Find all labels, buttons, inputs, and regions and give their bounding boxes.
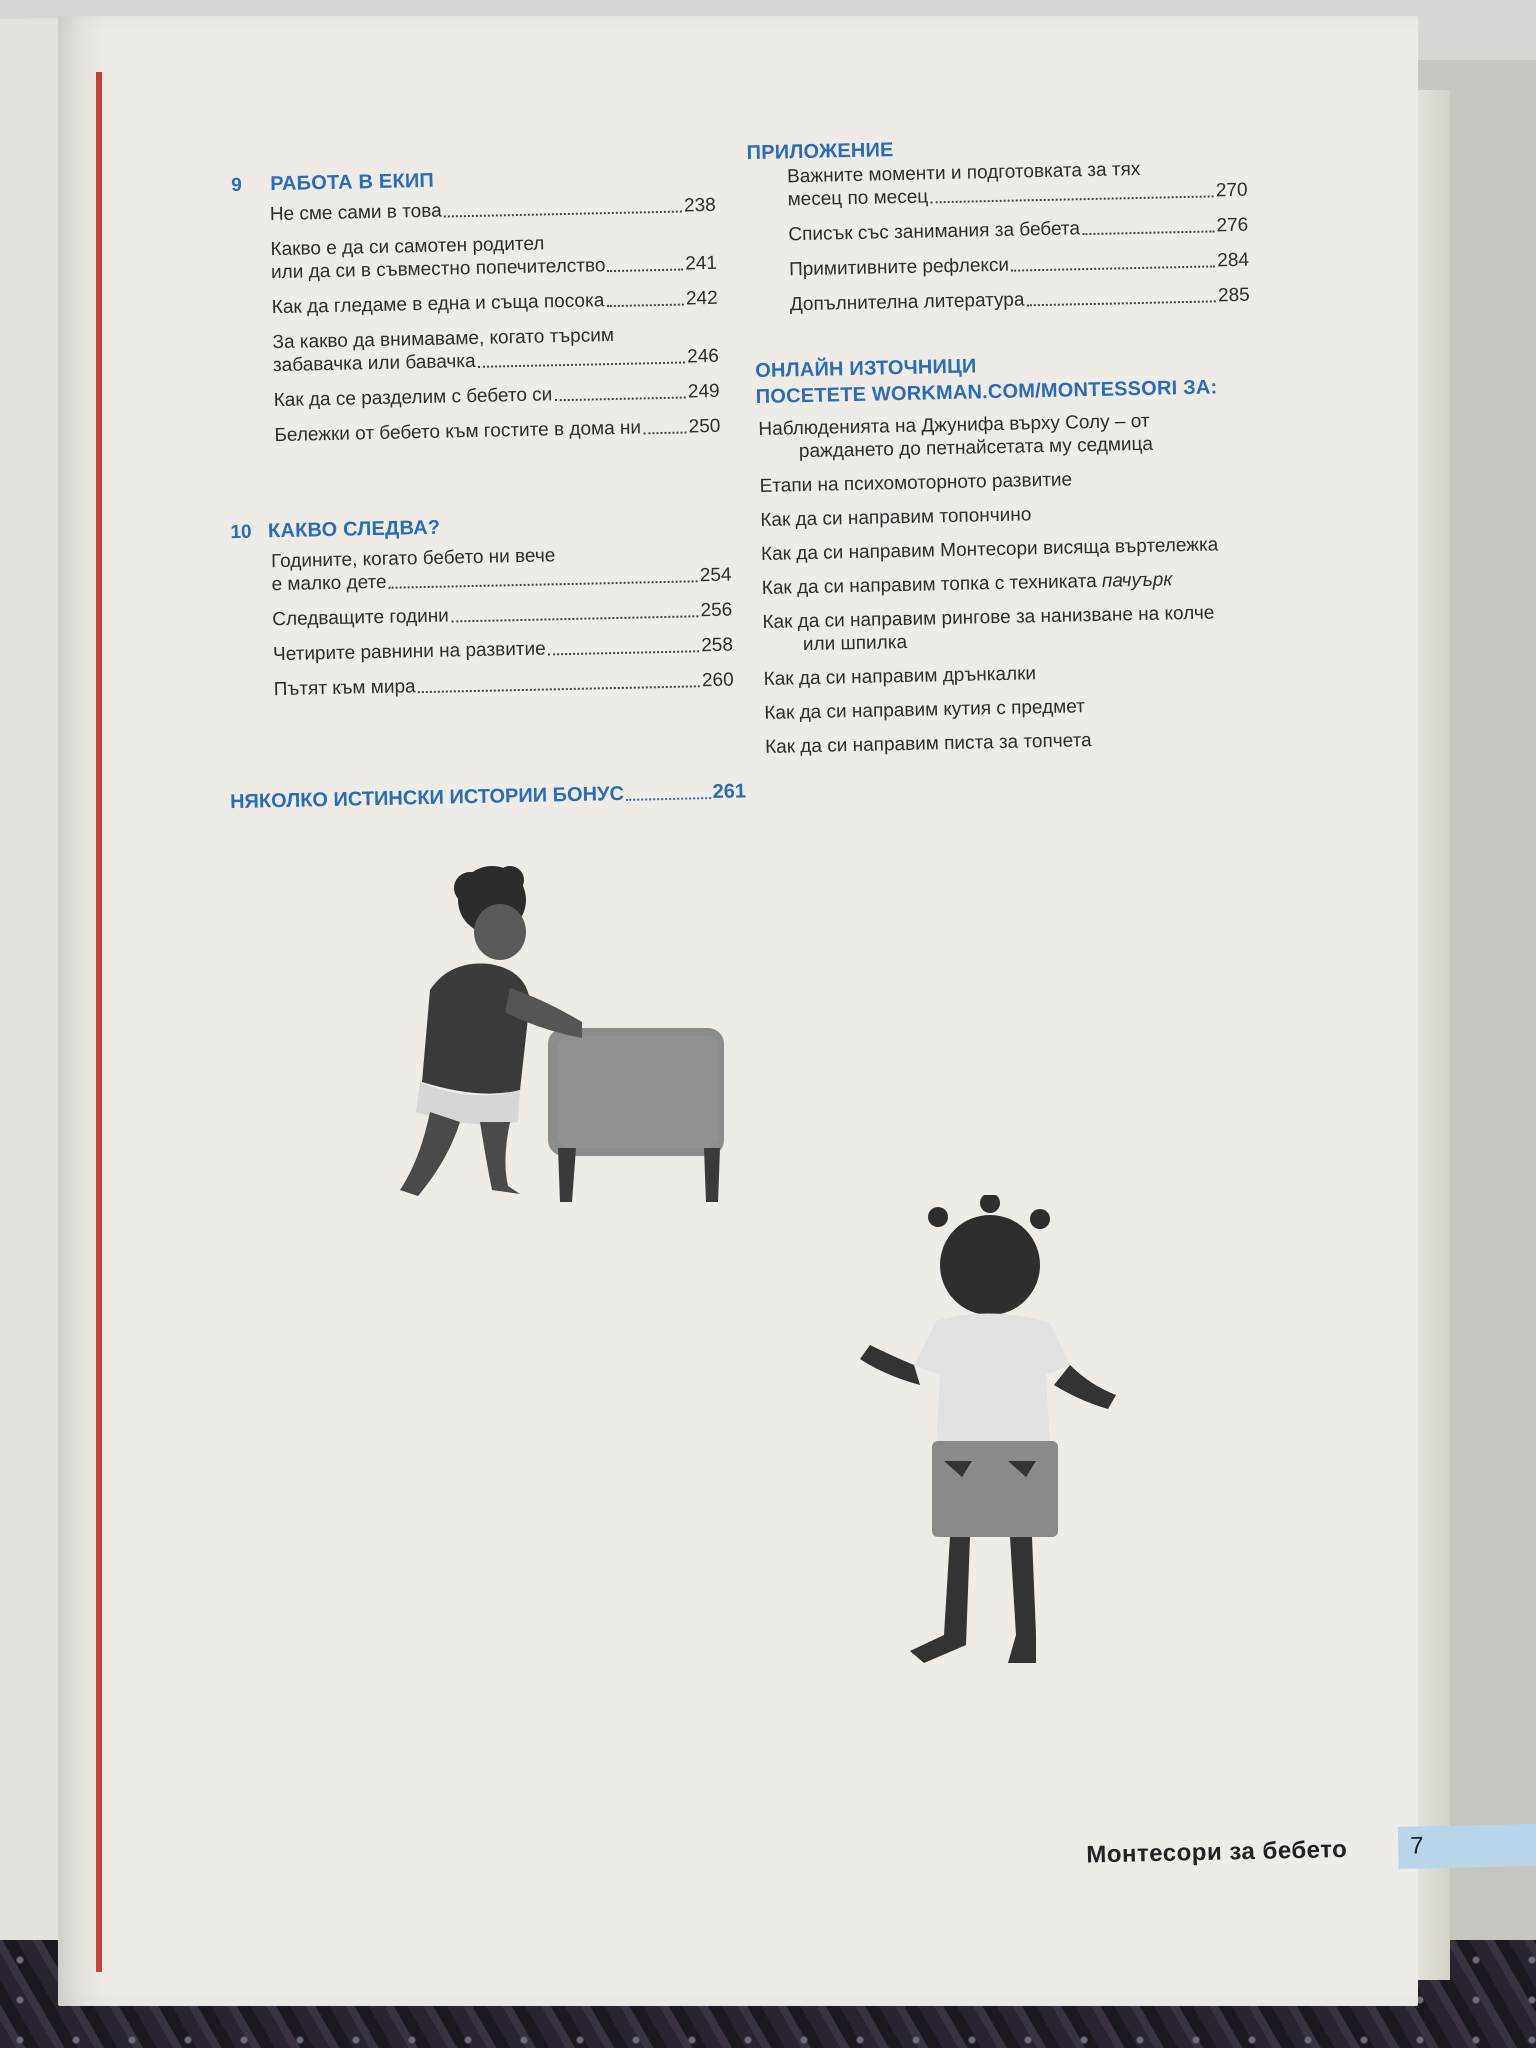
online-resource-text: Етапи на психомоторното развитие xyxy=(759,469,1073,497)
toddler-pushing-ottoman-illustration xyxy=(360,860,730,1210)
online-resource-item xyxy=(758,407,1299,464)
online-resource-item xyxy=(762,600,1303,657)
online-resource-line1 xyxy=(760,498,1300,532)
toc-entry-dots xyxy=(444,211,682,218)
toc-entry xyxy=(272,322,719,377)
toc-entry-page: 256 xyxy=(700,599,733,622)
toc-entry-line1: За какво да внимаваме, когато търсим xyxy=(272,325,615,354)
online-subtitle: ПОСЕТЕТЕ WORKMAN.COM/MONTESSORI ЗА: xyxy=(755,376,1218,409)
toc-entry-text: е малко дете xyxy=(271,571,387,596)
online-resource-line2: или шпилка xyxy=(802,631,908,656)
online-resource-line1 xyxy=(763,657,1303,691)
online-resource-text: Как да си направим топка с техниката xyxy=(761,570,1103,599)
toc-entry-row xyxy=(274,669,734,702)
toc-entry xyxy=(790,284,1250,317)
online-resource-text: Наблюденията на Джунифа върху Солу – от xyxy=(758,410,1150,440)
toc-entry xyxy=(270,194,716,226)
toc-entry xyxy=(273,380,719,412)
toc-entry-text: Бележки от бебето към гостите в дома ни xyxy=(274,417,642,447)
toc-entry-dots xyxy=(930,195,1214,203)
online-resource-line1 xyxy=(764,691,1304,725)
toc-entry-text: Четирите равнини на развитие xyxy=(272,638,546,666)
bonus-dots xyxy=(626,797,711,801)
toc-entry-page: 254 xyxy=(699,564,732,587)
footer-band xyxy=(1398,1824,1536,1869)
toc-entry-dots xyxy=(478,362,686,368)
toc-entry-page: 260 xyxy=(701,669,734,692)
chapter10-number: 10 xyxy=(230,521,252,544)
toc-entry-page: 246 xyxy=(686,345,720,368)
toc-entry-dots xyxy=(606,304,684,308)
chapter10-entries xyxy=(271,541,734,714)
toc-entry xyxy=(787,156,1248,212)
online-resource-list xyxy=(758,407,1305,770)
page-number: 7 xyxy=(1409,1832,1424,1860)
toc-entry xyxy=(789,249,1249,282)
toc-entry-line1: Годините, когато бебето ни вече xyxy=(270,545,556,573)
toc-entry-dots xyxy=(389,580,698,588)
toc-entry xyxy=(272,287,718,319)
toc-entry-row xyxy=(789,249,1249,282)
toc-entry-bonus xyxy=(230,780,746,814)
toc-entry-row xyxy=(272,599,732,632)
toc-entry-row xyxy=(790,284,1250,317)
online-resource-line2: раждането до петнайсетата му седмица xyxy=(798,433,1154,463)
online-resource-line1 xyxy=(762,566,1302,600)
toc-entry-text: Как да се разделим с бебето си xyxy=(273,384,553,412)
toc-entry-row xyxy=(273,380,719,412)
toc-entry-text: Не сме сами в това xyxy=(269,200,442,226)
toc-entry-dots xyxy=(643,431,687,434)
toc-entry-dots xyxy=(1011,265,1215,271)
footer-book-title: Монтесори за бебето xyxy=(1086,1835,1348,1869)
online-resource-text: Как да си направим топончино xyxy=(760,504,1032,531)
appendix-entries xyxy=(787,156,1250,329)
online-resource-item xyxy=(762,566,1302,600)
toc-entry xyxy=(274,415,720,447)
toc-entry xyxy=(271,541,732,597)
toc-entry-row xyxy=(273,634,733,667)
toc-entry-page: 258 xyxy=(701,634,734,657)
online-resource-text: Как да си направим дрънкалки xyxy=(763,663,1037,690)
bonus-title: НЯКОЛКО ИСТИНСКИ ИСТОРИИ БОНУС xyxy=(229,782,625,814)
toc-entry-text: Как да гледаме в една и съща посока xyxy=(271,290,605,319)
bonus-page: 261 xyxy=(712,780,747,804)
toc-entry-page: 284 xyxy=(1217,249,1250,272)
online-resource-text: Как да си направим кутия с предмет xyxy=(764,696,1086,724)
online-resource-line1 xyxy=(759,464,1299,498)
chapter9-entries xyxy=(270,194,721,459)
online-resource-line1 xyxy=(761,532,1301,566)
toc-entry-row xyxy=(270,194,716,226)
chapter9-title: РАБОТА В ЕКИП xyxy=(269,169,435,196)
toc-entry-row xyxy=(272,287,718,319)
chapter9-heading xyxy=(231,170,434,197)
toc-entry-page: 276 xyxy=(1216,214,1249,237)
toc-entry-text: или да си в съвместно попечителство xyxy=(270,255,606,284)
ottoman xyxy=(548,1028,724,1202)
toc-entry-line1: Важните моменти и подготовката за тях xyxy=(786,158,1141,188)
toc-entry-text: Примитивните рефлекси xyxy=(788,254,1010,281)
chapter10-title: КАКВО СЛЕДВА? xyxy=(267,516,441,543)
toc-entry-dots xyxy=(608,269,684,273)
toc-entry xyxy=(272,599,732,632)
toc-entry-page: 270 xyxy=(1215,179,1248,202)
toc-entry-text: Допълнителна литература xyxy=(789,289,1025,316)
toc-entry-page: 250 xyxy=(688,415,721,438)
online-resource-item xyxy=(765,725,1305,759)
toc-entry-page: 242 xyxy=(685,287,718,310)
toc-entry-page: 238 xyxy=(683,194,716,217)
chapter9-number: 9 xyxy=(230,174,242,196)
online-resource-line1 xyxy=(765,725,1305,759)
toc-entry xyxy=(274,669,734,702)
online-resource-text: Как да си направим писта за топчета xyxy=(764,730,1092,758)
toc-entry xyxy=(788,214,1248,247)
toc-entry-text: Списък със занимания за бебета xyxy=(788,218,1081,246)
toddler-standing-illustration xyxy=(840,1195,1150,1675)
toc-entry-row xyxy=(788,214,1248,247)
toc-entry-row xyxy=(274,415,720,447)
online-resource-text: Как да си направим рингове за нанизване на колче xyxy=(762,602,1215,633)
toc-entry-line1: Какво е да си самотен родител xyxy=(270,233,545,261)
toc-entry xyxy=(270,229,717,284)
toc-entry-dots xyxy=(1027,300,1217,306)
toc-entry-dots xyxy=(418,685,700,693)
toc-entry-text: Следващите години xyxy=(272,605,450,631)
toc-entry-text: месец по месец xyxy=(787,186,929,211)
toc-entry-dots xyxy=(1082,230,1215,235)
toc-entry-dots xyxy=(548,650,700,655)
online-resource-item xyxy=(764,691,1304,725)
online-resource-italic: пачуърк xyxy=(1101,569,1173,592)
toc-entry-dots xyxy=(554,397,686,402)
toc-entry xyxy=(273,634,733,667)
chapter10-heading xyxy=(230,517,440,544)
online-resource-item xyxy=(759,464,1299,498)
online-resource-item xyxy=(761,532,1301,566)
toc-entry-text: забавачка или бавачка xyxy=(272,350,476,377)
online-resource-item xyxy=(763,657,1303,691)
toc-entry-page: 285 xyxy=(1217,284,1250,307)
online-title: ОНЛАЙН ИЗТОЧНИЦИ xyxy=(754,355,977,383)
toc-entry-dots xyxy=(451,615,699,622)
online-resource-text: Как да си направим Монтесори висяща въртележка xyxy=(760,534,1219,565)
appendix-title: ПРИЛОЖЕНИЕ xyxy=(746,139,894,165)
toddler-b xyxy=(860,1195,1116,1663)
toc-entry-page: 241 xyxy=(685,252,718,275)
online-resource-item xyxy=(760,498,1300,532)
toc-entry-text: Пътят към мира xyxy=(273,676,416,701)
toc-entry-page: 249 xyxy=(687,380,720,403)
